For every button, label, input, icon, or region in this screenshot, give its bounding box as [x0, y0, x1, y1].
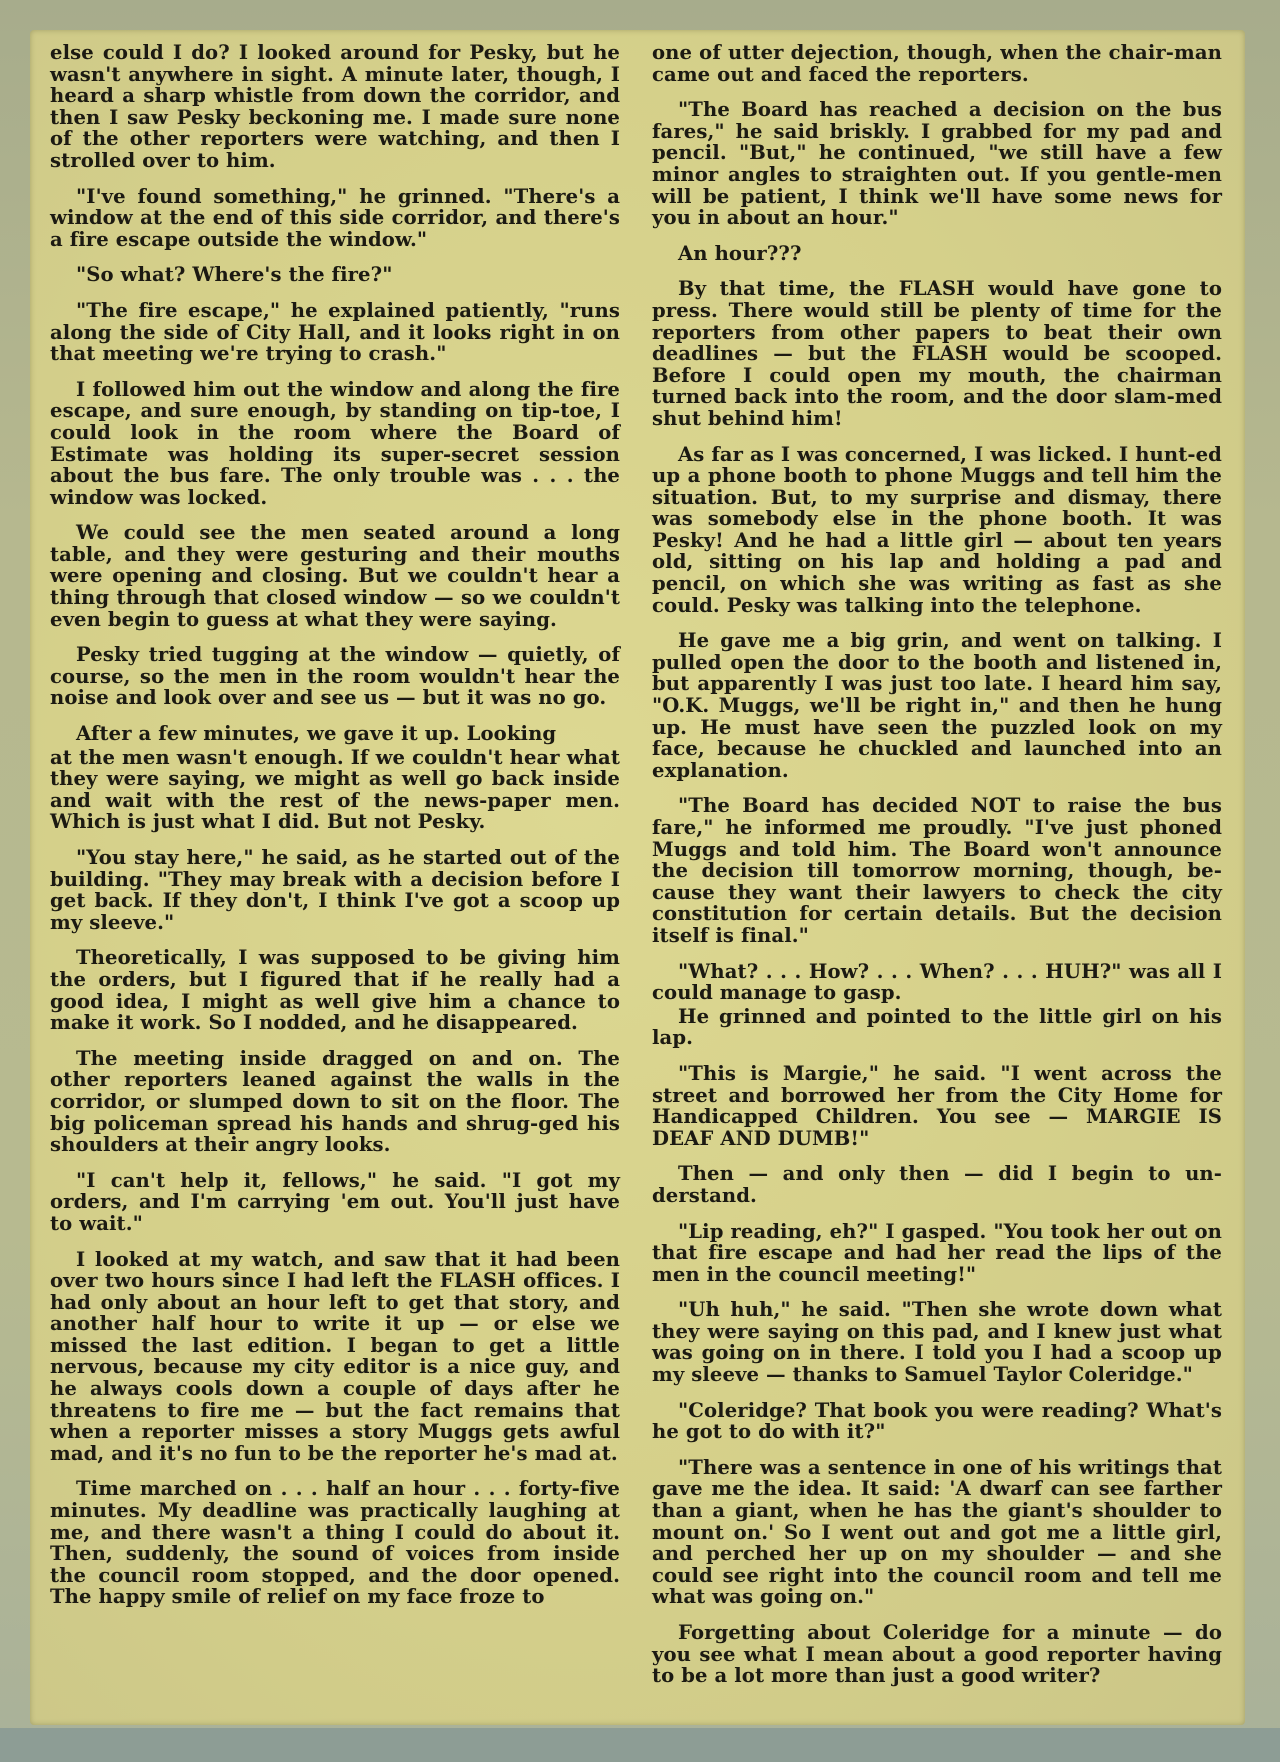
paragraph: The meeting inside dragged on and on. The other reporters leaned against the walls in the corridor, or slumped down to sit on the floor. The big policeman spread his hands and shrug-ged his shoulders at their angry looks.: [50, 1046, 620, 1157]
paragraph: He gave me a big grin, and went on talking. I pulled open the door to the booth and listened in, but apparently I was just too late. I heard him say, "O.K. Muggs, we'll be right in," and then he hung up. He must have seen the puzzled look on my face, because he chuckled and launched into an explanation.: [652, 629, 1222, 782]
paragraph: "What? . . . How? . . . When? . . . HUH?" was all I could manage to gasp.: [652, 959, 1222, 1005]
paragraph: "There was a sentence in one of his writings that gave me the idea. It said: 'A dwarf can see farther than a giant, when he has the giant's shoulder to mount on.' So I went out and got me a little girl, and perched her up on my shoulder — and she could see right into the council room and tell me what was going on.": [652, 1455, 1222, 1609]
paragraph: Forgetting about Coleridge for a minute — do you see what I mean about a good reporter having to be a lot more than just a good writer?: [652, 1621, 1222, 1688]
paragraph: "Lip reading, eh?" I gasped. "You took her out on that fire escape and had her read the lips of the men in the council meeting!": [652, 1219, 1222, 1286]
paragraph: "Uh huh," he said. "Then she wrote down what they were saying on this pad, and I knew just what was going on in there. I told you I had a scoop up my sleeve — thanks to Samuel Taylor Coleridge.": [652, 1298, 1222, 1387]
paragraph: "The Board has decided NOT to raise the bus fare," he informed me proudly. "I've just phoned Muggs and told him. The Board won't announce the decision till tomorrow morning, though, be-cause they want their lawyers to check the city constitution for certain details. But the decision itself is final.": [652, 794, 1222, 947]
paragraph: Then — and only then — did I begin to un-derstand.: [652, 1162, 1222, 1207]
paragraph: Theoretically, I was supposed to be giving him the orders, but I figured that if he really had a good idea, I might as well give him a chance to make it work. So I nodded, and he disappeared.: [50, 946, 620, 1035]
paragraph: After a few minutes, we gave it up. Looking: [76, 722, 557, 746]
paragraph: else could I do? I looked around for Pesky, but he wasn't anywhere in sight. A minute later, though, I heard a sharp whistle from down the corridor, and then I saw Pesky beckoning me. I made sure none of the other reporters were watching, and then I strolled over to him.: [50, 41, 620, 172]
right-text-column: [652, 42, 1222, 1701]
left-text-column: [50, 42, 620, 1622]
paragraph: "The fire escape," he explained patiently, "runs along the side of City Hall, and it looks right in on that meeting we're trying to crash.": [50, 298, 620, 366]
paragraph: He grinned and pointed to the little girl on his lap.: [652, 1004, 1222, 1050]
paragraph: "The Board has reached a decision on the bus fares," he said briskly. I grabbed for my pad and pencil. "But," he continued, "we still have a few minor angles to straighten out. If you gentle-men will be patient, I think we'll have some news for you in about an hour.": [652, 98, 1222, 230]
paragraph: Time marched on . . . half an hour . . . forty-five minutes. My deadline was practically laughing at me, and there wasn't a thing I could do about it. Then, suddenly, the sound of voices from inside the council room stopped, and the door opened. The happy smile of relief on my face froze to: [50, 1477, 620, 1609]
paragraph: As far as I was concerned, I was licked. I hunt-ed up a phone booth to phone Muggs and tell him the situation. But, to my surprise and dismay, there was somebody else in the phone booth. It was Pesky! And he had a little girl — about ten years old, sitting on his lap and holding a pad and pencil, on which she was writing as fast as she could. Pesky was talking into the telephone.: [652, 442, 1222, 617]
paragraph: at the men wasn't enough. If we couldn't hear what they were saying, we might as well go back inside and wait with the rest of the news-paper men. Which is just what I did. But not Pesky.: [50, 745, 620, 834]
paragraph: one of utter dejection, though, when the chair-man came out and faced the reporters.: [652, 41, 1222, 86]
paragraph: We could see the men seated around a long table, and they were gesturing and their mouths were opening and closing. But we couldn't hear a thing through that closed window — so we couldn't even begin to guess at what they were saying.: [50, 521, 620, 631]
paragraph: I followed him out the window and along the fire escape, and sure enough, by standing on tip-toe, I could look in the room where the Board of Estimate was holding its super-secret session about the bus fare. The only trouble was . . . the window was locked.: [50, 377, 620, 509]
paragraph: An hour???: [678, 241, 802, 265]
paragraph: "This is Margie," he said. "I went across the street and borrowed her from the City Home for Handicapped Children. You see — MARGIE IS DEAF AND DUMB!": [652, 1061, 1222, 1150]
paragraph: "So what? Where's the fire?": [76, 263, 393, 287]
paragraph: "You stay here," he said, as he started out of the building. "They may break with a decision before I get back. If they don't, I think I've got a scoop up my sleeve.": [50, 846, 620, 934]
paragraph: By that time, the FLASH would have gone to press. There would still be plenty of time for the reporters from other papers to beat their own deadlines — but the FLASH would be scooped. Before I could open my mouth, the chairman turned back into the room, and the door slam-med shut behind him!: [652, 277, 1222, 430]
bottom-margin-strip: [0, 1728, 1280, 1762]
paragraph: "Coleridge? That book you were reading? What's he got to do with it?": [652, 1398, 1222, 1444]
paragraph: I looked at my watch, and saw that it had been over two hours since I had left the FLASH offices. I had only about an hour left to get that story, and another half hour to write it up — or else we missed the last edition. I began to get a little nervous, because my city editor is a nice guy, and he always cools down a couple of days after he threatens to fire me — but the fact remains that when a reporter misses a story Muggs gets awful mad, and it's no fun to be the reporter he's mad at.: [50, 1247, 620, 1465]
paragraph: "I've found something," he grinned. "There's a window at the end of this side corridor, and there's a fire escape outside the window.": [50, 184, 620, 251]
paragraph: Pesky tried tugging at the window — quietly, of course, so the men in the room wouldn't hear the noise and look over and see us — but it was no go.: [50, 643, 620, 710]
paragraph: "I can't help it, fellows," he said. "I got my orders, and I'm carrying 'em out. You'll just have to wait.": [50, 1168, 620, 1235]
